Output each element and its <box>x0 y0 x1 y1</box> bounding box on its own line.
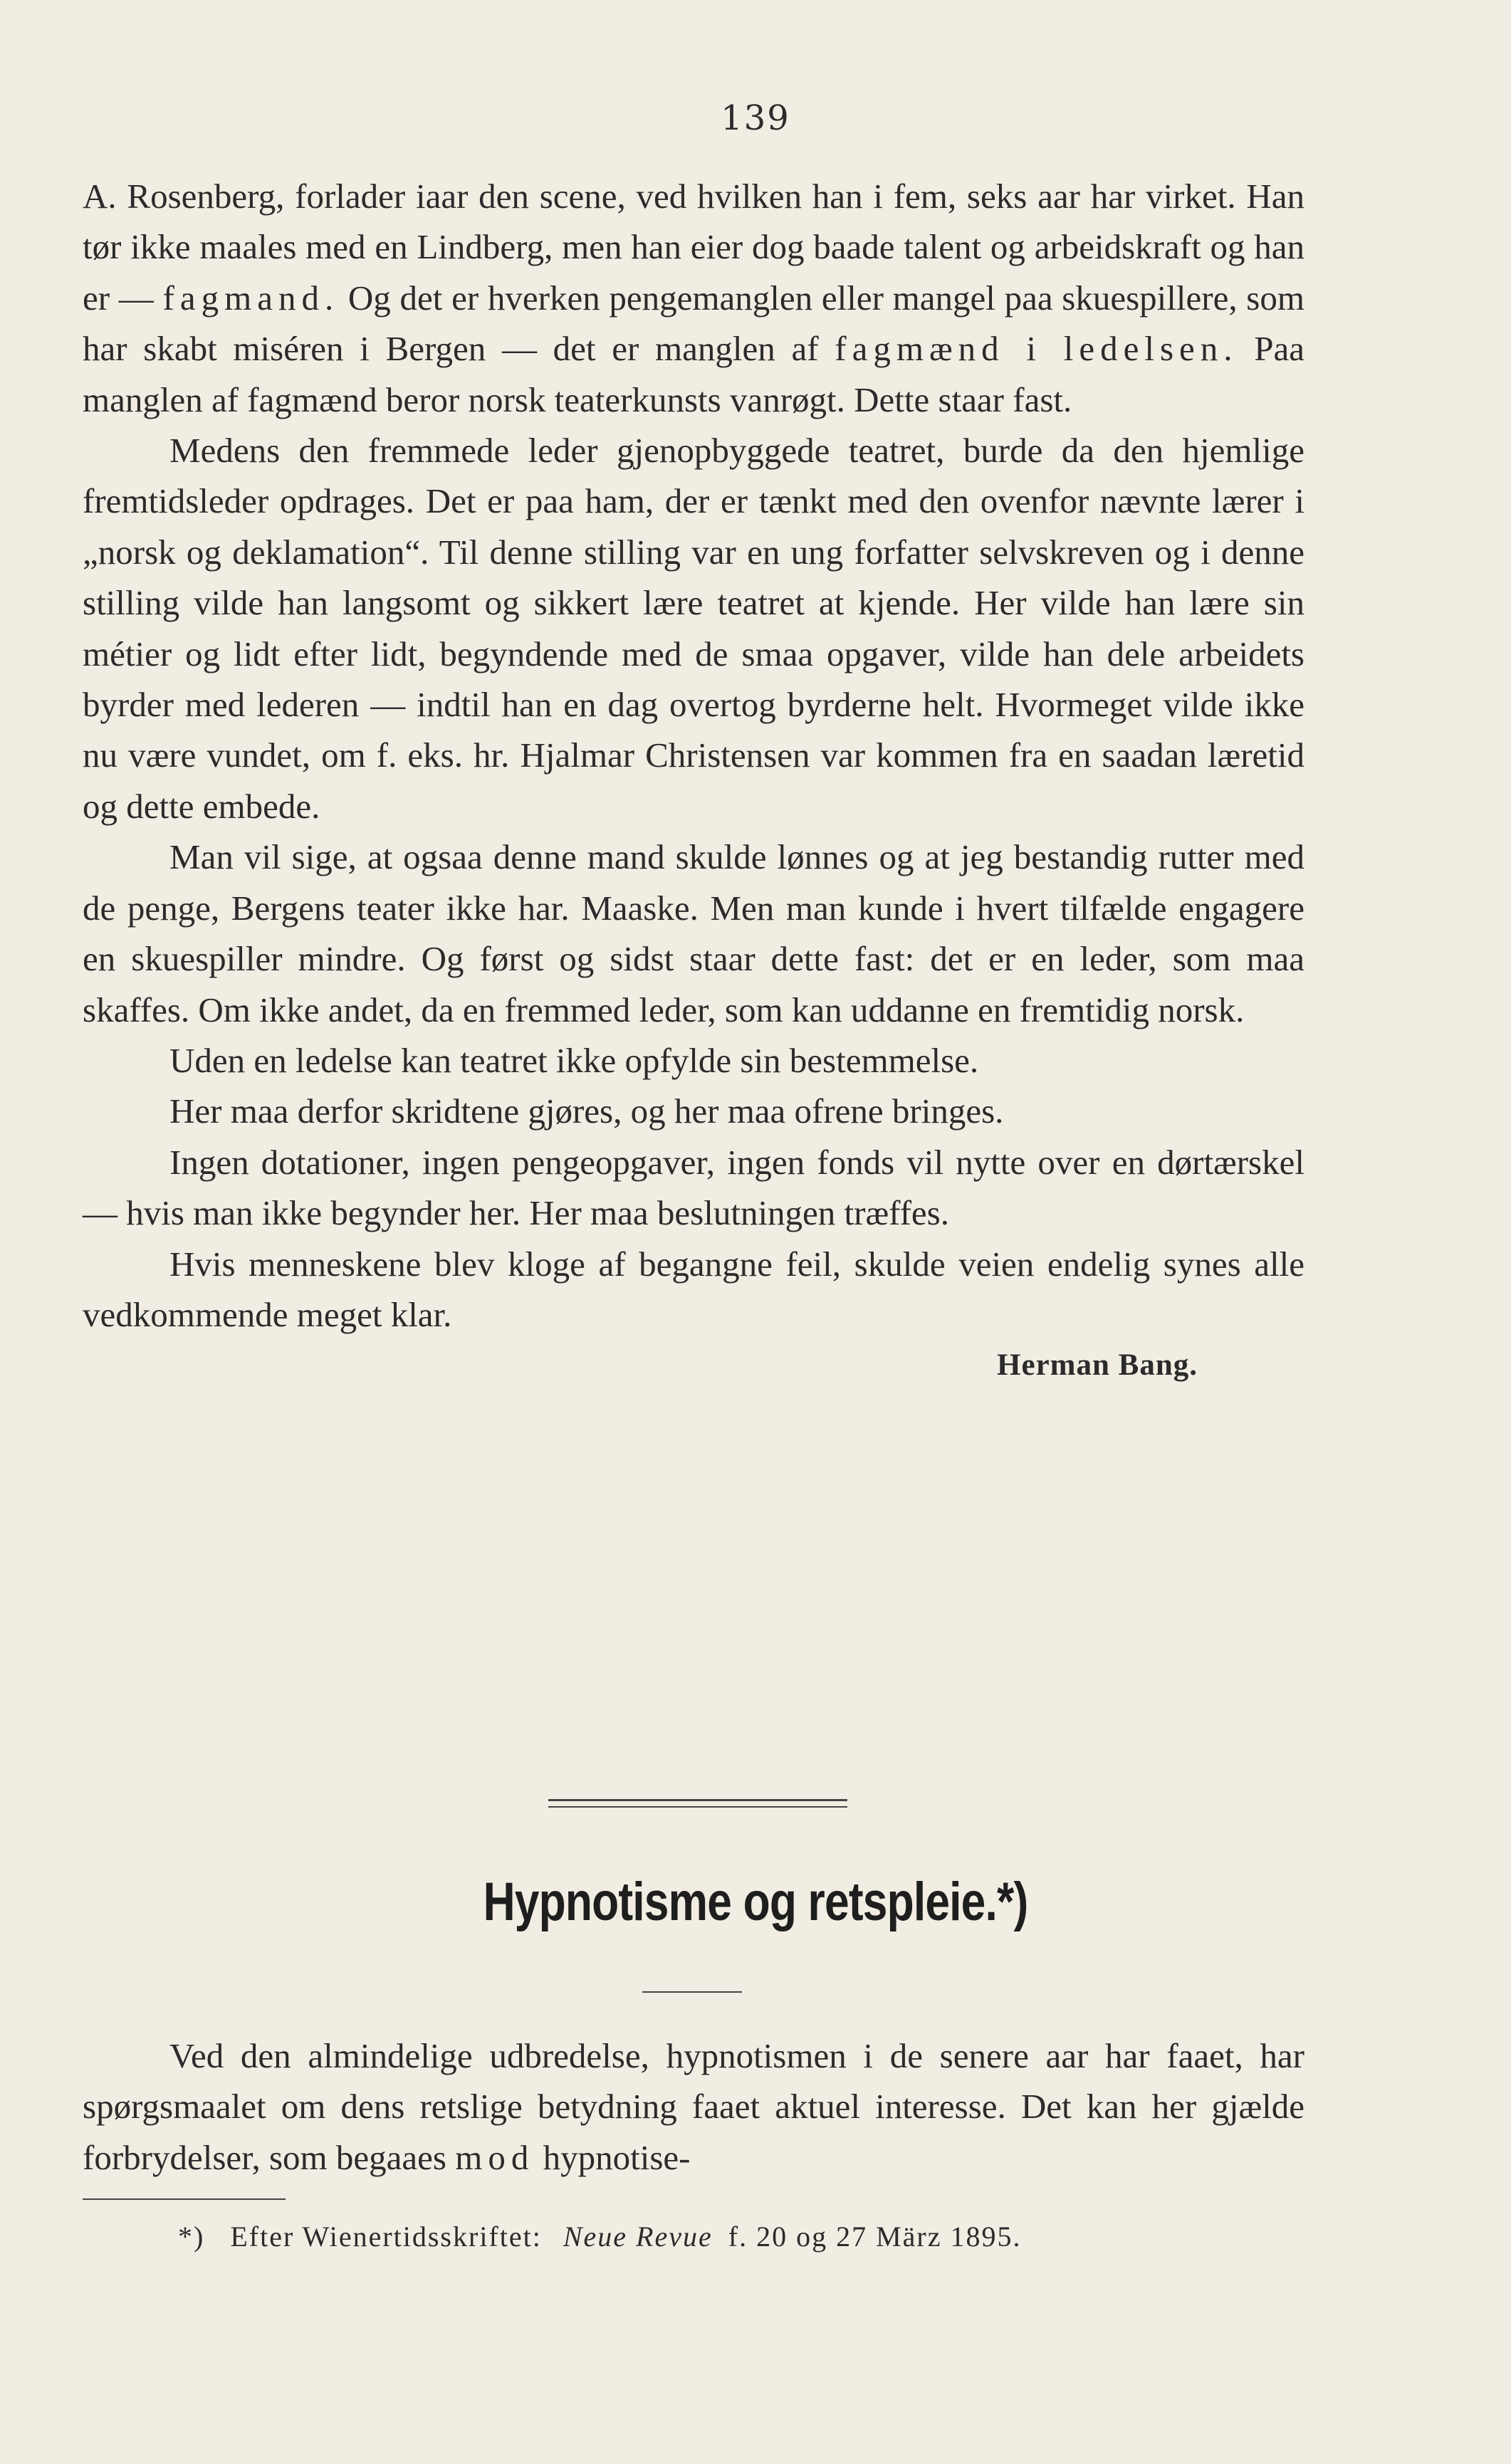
paragraph-text: Medens den fremmede leder gjenopbyggede teatret, burde da den hjemlige fremtidsleder opdrages. Det er paa ham, der er tænkt med den ovenfor nævnte lærer i „norsk og deklamation“. Til denne stilling var en ung forfatter selvskreven og i denne stilling vilde han langsomt og sikkert lære teatret at kjende. Her vilde han lære sin métier og lidt efter lidt, begyndende med de smaa opgaver, vilde han dele arbeidets byrder med lederen — indtil han en dag overtog byrderne helt. Hvormeget vilde ikke nu være vundet, om f. eks. hr. Hjalmar Christensen var kommen fra en saadan læretid og dette embede. <box>83 431 1305 826</box>
paragraph <box>83 2030 1305 2183</box>
paragraph-text: Og det er hverken pengemanglen eller mangel paa skuespillere, som har skabt miséren i Bergen — det er manglen af <box>83 278 1305 369</box>
spaced-emphasis: fagmænd i ledelsen. <box>835 329 1238 369</box>
article2-body <box>83 2030 1305 2183</box>
footnote-prefix: Efter Wienertidsskriftet: <box>230 2221 542 2253</box>
paragraph <box>83 1239 1305 1341</box>
paragraph-text: Her maa derfor skridtene gjøres, og her maa ofrene bringes. <box>169 1091 1004 1131</box>
footnote-rule <box>83 2198 286 2200</box>
article-body <box>83 171 1305 1391</box>
footnote-suffix: f. 20 og 27 März 1895. <box>728 2221 1022 2253</box>
paragraph-text: Paa manglen af fagmænd beror norsk teaterkunsts vanrøgt. Dette staar fast. <box>83 329 1305 419</box>
paragraph-text: Uden en ledelse kan teatret ikke opfylde sin bestemmelse. <box>169 1040 979 1080</box>
paragraph-text: A. Rosenberg, forlader iaar den scene, ved hvilken han i fem, seks aar har virket. Han tør ikke maales med en Lindberg, men han eier dog baade talent og arbeidskraft og han er — <box>83 177 1305 318</box>
paragraph <box>83 832 1305 1035</box>
paragraph <box>83 425 1305 832</box>
footnote-journal: Neue Revue <box>563 2221 713 2253</box>
heading-underline <box>642 1991 742 1993</box>
footnote-marker: *) <box>178 2221 205 2253</box>
paragraph <box>83 1086 1305 1136</box>
paragraph-text: hypnotise- <box>534 2137 691 2177</box>
paragraph <box>83 1035 1305 1086</box>
paragraph-text: Ingen dotationer, ingen pengeopgaver, ingen fonds vil nytte over en dørtærskel — hvis man ikke begynder her. Her maa beslutningen træffes. <box>83 1142 1305 1233</box>
article-heading: Hypnotisme og retspleie.*) <box>483 1872 1028 1932</box>
paragraph-text: Man vil sige, at ogsaa denne mand skulde lønnes og at jeg bestandig rutter med de penge, Bergens teater ikke har. Maaske. Men man kunde i hvert tilfælde engagere en skuespiller mindre. Og først og sidst staar dette fast: det er en leder, som maa skaffes. Om ikke andet, da en fremmed leder, som kan uddanne en fremtidig norsk. <box>83 837 1305 1029</box>
spaced-emphasis: fagmand. <box>162 278 340 318</box>
paragraph <box>83 1137 1305 1239</box>
spaced-emphasis: mod <box>455 2137 535 2177</box>
section-divider-double <box>548 1799 847 1801</box>
footnote <box>178 2220 1389 2253</box>
author-signature: Herman Bang. <box>997 1348 1198 1383</box>
section-divider-double-lower <box>548 1806 847 1808</box>
paragraph-text: Ved den almindelige udbredelse, hypnotismen i de senere aar har faaet, har spørgsmaalet om dens retslige betydning faaet aktuel interesse. Det kan her gjælde forbrydelser, som begaaes <box>83 2036 1305 2177</box>
page-number: 139 <box>721 98 790 138</box>
paragraph <box>83 171 1305 425</box>
paragraph-text: Hvis menneskene blev kloge af begangne feil, skulde veien endelig synes alle vedkommende meget klar. <box>83 1244 1305 1334</box>
